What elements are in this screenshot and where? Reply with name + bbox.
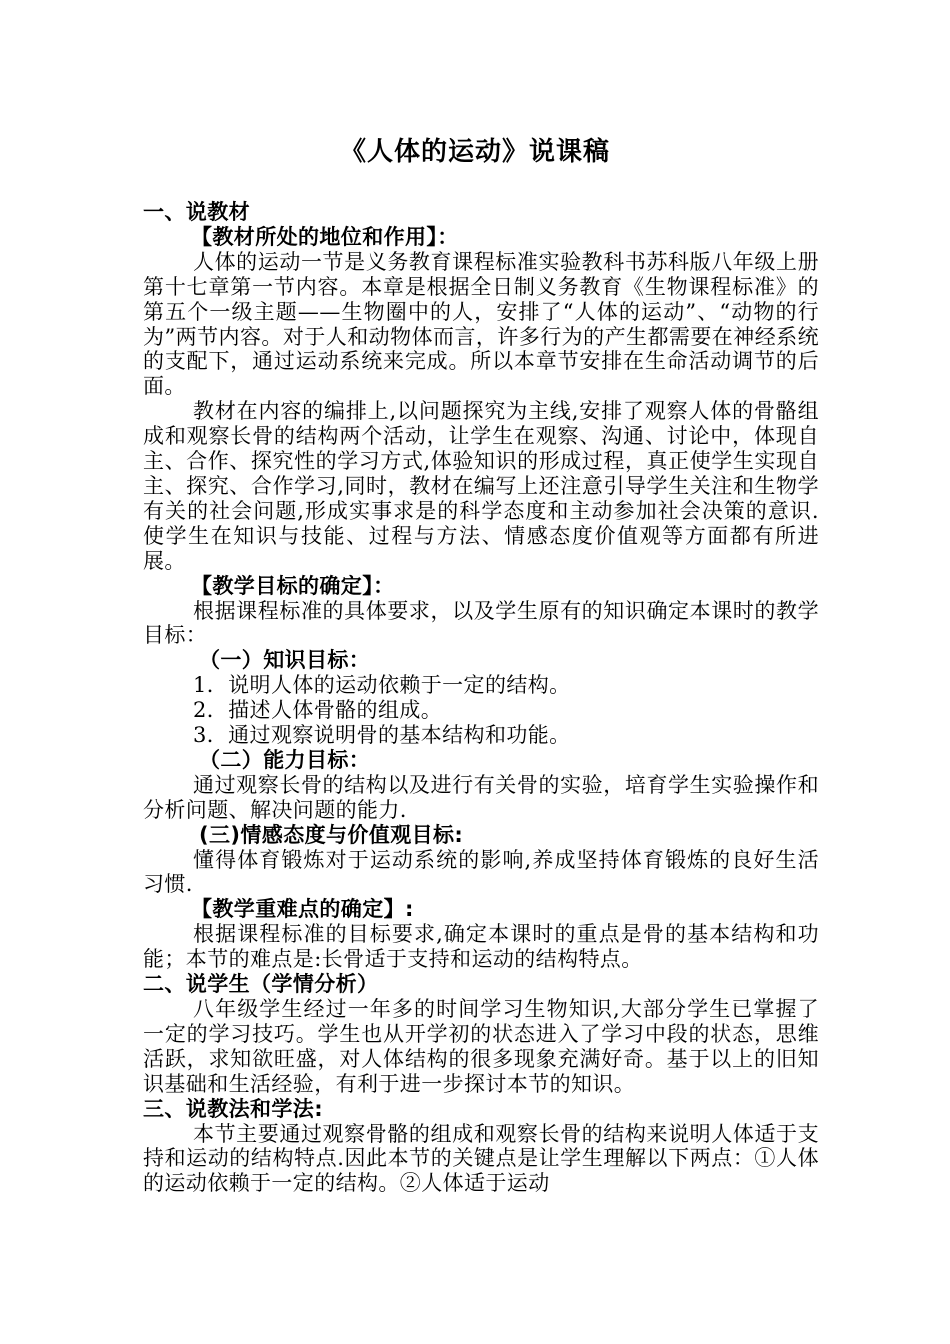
list-item: 2．描述人体骨骼的组成。 xyxy=(193,698,443,723)
body-paragraph: 教材在内容的编排上,以问题探究为主线,安排了观察人体的骨骼组成和观察长骨的结构两个活动，让学生在观察、沟通、讨论中，体现自主、合作、探究性的学习方式,体验知识的形成过程，真正使学生实现自主、探究、合作学习,同时，教材在编写上还注意引导学生关注和生物学有关的社会问题,形成实事求是的科学态度和主动参加社会决策的意识.使学生在知识与技能、过程与方法、情感态度价值观等方面都有所进展。 xyxy=(143,399,819,573)
document-title: 《人体的运动》说课稿 xyxy=(339,137,610,167)
section-heading: 二、说学生（学情分析） xyxy=(143,972,379,997)
subsection-heading: 【教材所处的地位和作用】： xyxy=(191,224,459,249)
list-item: 3．通过观察说明骨的基本结构和功能。 xyxy=(193,723,571,748)
body-paragraph: 懂得体育锻炼对于运动系统的影响,养成坚持体育锻炼的良好生活习惯. xyxy=(143,847,819,897)
body-paragraph: 本节主要通过观察骨骼的组成和观察长骨的结构来说明人体适于支持和运动的结构特点.因此本节的关键点是让学生理解以下两点：①人体的运动依赖于一定的结构。②人体适于运动 xyxy=(143,1121,819,1196)
objective-heading: （一）知识目标： xyxy=(199,648,371,673)
subsection-heading: 【教学重难点的确定】: xyxy=(191,897,414,922)
section-heading: 三、说教法和学法: xyxy=(143,1096,323,1121)
section-heading: 一、说教材 xyxy=(143,200,250,224)
objective-heading: （二）能力目标： xyxy=(199,747,371,772)
document-body xyxy=(143,200,819,1196)
subsection-heading: 【教学目标的确定】： xyxy=(191,573,395,598)
list-item: 1．说明人体的运动依赖于一定的结构。 xyxy=(193,673,571,698)
body-paragraph: 人体的运动一节是义务教育课程标准实验教科书苏科版八年级上册第十七章第一节内容。本章是根据全日制义务教育《生物课程标准》的第五个一级主题——生物圈中的人，安排了“人体的运动”、“动物的行为”两节内容。对于人和动物体而言，许多行为的产生都需要在神经系统的支配下，通过运动系统来完成。所以本章节安排在生命活动调节的后面。 xyxy=(143,249,819,399)
body-paragraph: 通过观察长骨的结构以及进行有关骨的实验，培育学生实验操作和分析问题、解决问题的能力. xyxy=(143,772,819,822)
body-paragraph: 根据课程标准的目标要求,确定本课时的重点是骨的基本结构和功能；本节的难点是:长骨适于支持和运动的结构特点。 xyxy=(143,922,819,972)
body-paragraph: 根据课程标准的具体要求，以及学生原有的知识确定本课时的教学目标： xyxy=(143,598,819,648)
objective-heading: (三)情感态度与价值观目标: xyxy=(199,822,464,847)
body-paragraph: 八年级学生经过一年多的时间学习生物知识,大部分学生已掌握了一定的学习技巧。学生也从开学初的状态进入了学习中段的状态，思维活跃，求知欲旺盛，对人体结构的很多现象充满好奇。基于以上的旧知识基础和生活经验，有利于进一步探讨本节的知识。 xyxy=(143,997,819,1096)
